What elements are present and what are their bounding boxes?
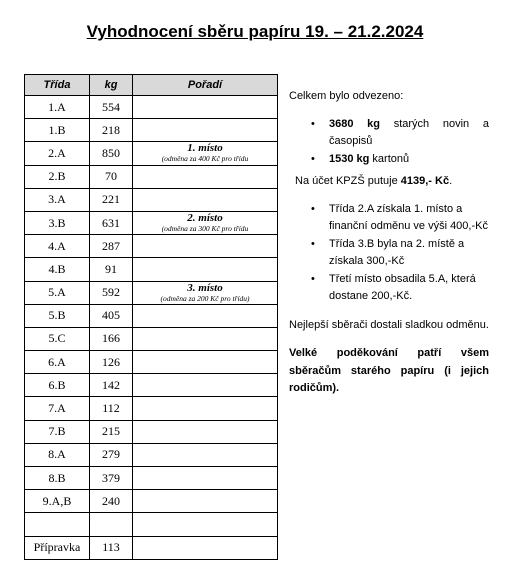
- kg-cell: 166: [90, 327, 133, 350]
- amount-value: 1530 kg: [329, 152, 370, 165]
- table-row: [25, 142, 278, 165]
- kg-cell: 631: [90, 211, 133, 234]
- bullet-icon: •: [311, 117, 315, 130]
- rank-cell: [133, 142, 278, 165]
- table-row: [25, 443, 278, 466]
- kg-cell: 126: [90, 351, 133, 374]
- kg-cell: 70: [90, 165, 133, 188]
- class-cell: 6.B: [25, 374, 90, 397]
- reward-note: (odměna za 300 Kč pro třídu: [161, 224, 249, 234]
- class-cell: 4.B: [25, 258, 90, 281]
- rank-cell: [133, 235, 278, 258]
- rank-cell: [133, 258, 278, 281]
- results-table: [24, 74, 278, 560]
- list-item: [289, 116, 489, 151]
- empty-cell: [25, 513, 90, 536]
- kg-cell: 113: [90, 536, 133, 559]
- table-row: [25, 281, 278, 304]
- table-row: [25, 420, 278, 443]
- result-text: Třída 3.B byla na 2. místě a získala 300,-Kč: [329, 237, 465, 267]
- amount-text: starých novin a časopisů: [329, 117, 489, 147]
- kg-cell: 405: [90, 304, 133, 327]
- empty-cell: [90, 513, 133, 536]
- kg-cell: 554: [90, 96, 133, 119]
- table-row: [25, 536, 278, 559]
- kg-cell: 218: [90, 119, 133, 142]
- table-row: [25, 96, 278, 119]
- table-row: [25, 351, 278, 374]
- result-text: Třetí místo obsadila 5.A, která dostane 200,-Kč.: [329, 272, 476, 302]
- list-item: [289, 271, 489, 306]
- table-row: [25, 258, 278, 281]
- class-cell: 5.A: [25, 281, 90, 304]
- table-row: [25, 211, 278, 234]
- bullet-icon: •: [311, 202, 315, 215]
- best-collectors-text: Nejlepší sběrači dostali sladkou odměnu.: [289, 318, 489, 331]
- amount-text: kartonů: [369, 152, 410, 165]
- rank-cell: [133, 211, 278, 234]
- class-cell: 6.A: [25, 351, 90, 374]
- class-cell: 3.B: [25, 211, 90, 234]
- rank-cell: [133, 420, 278, 443]
- class-cell: 3.A: [25, 188, 90, 211]
- class-cell: 8.A: [25, 443, 90, 466]
- summary-intro: Celkem bylo odvezeno:: [289, 90, 404, 102]
- list-item: [289, 151, 489, 169]
- amount-value: 3680 kg: [329, 117, 381, 130]
- amounts-list: [289, 116, 489, 169]
- rank-cell: [133, 119, 278, 142]
- kg-cell: 279: [90, 443, 133, 466]
- table-row: [25, 235, 278, 258]
- thanks-text: Velké poděkování patří všem sběračům starého papíru (i jejich rodičům).: [289, 347, 489, 394]
- header-kg: kg: [90, 75, 133, 96]
- page-title: Vyhodnocení sběru papíru 19. – 21.2.2024: [86, 22, 424, 41]
- rank-cell: [133, 374, 278, 397]
- account-post: .: [449, 175, 453, 187]
- header-rank: Pořadí: [133, 75, 278, 96]
- account-pre: Na účet KPZŠ putuje: [295, 175, 401, 187]
- class-cell: 2.A: [25, 142, 90, 165]
- class-cell: 9.A,B: [25, 490, 90, 513]
- class-cell: 5.C: [25, 327, 90, 350]
- summary-panel: [289, 88, 489, 398]
- bullet-icon: •: [311, 237, 315, 250]
- table-header-row: [25, 75, 278, 96]
- rank-cell: [133, 165, 278, 188]
- kg-cell: 850: [90, 142, 133, 165]
- list-item: [289, 236, 489, 271]
- class-cell: 2.B: [25, 165, 90, 188]
- rank-cell: [133, 490, 278, 513]
- rank-cell: [133, 327, 278, 350]
- rank-cell: [133, 351, 278, 374]
- reward-note: (odměna za 200 Kč pro třídu): [160, 293, 250, 303]
- rank-cell: [133, 397, 278, 420]
- table-row: [25, 119, 278, 142]
- place-label: 3. místo: [187, 281, 223, 294]
- header-class: Třída: [25, 75, 90, 96]
- results-list: [289, 201, 489, 306]
- kg-cell: 287: [90, 235, 133, 258]
- rank-cell: [133, 443, 278, 466]
- class-cell: 8.B: [25, 467, 90, 490]
- bullet-icon: •: [311, 152, 315, 165]
- table-row: [25, 165, 278, 188]
- kg-cell: 240: [90, 490, 133, 513]
- place-label: 1. místo: [187, 142, 223, 155]
- rank-cell: [133, 281, 278, 304]
- reward-note: (odměna za 400 Kč pro třídu: [161, 154, 249, 164]
- class-cell: 1.A: [25, 96, 90, 119]
- kg-cell: 221: [90, 188, 133, 211]
- table-row: [25, 327, 278, 350]
- class-cell: 4.A: [25, 235, 90, 258]
- list-item: [289, 201, 489, 236]
- account-amount: 4139,- Kč: [400, 175, 450, 187]
- class-cell: 7.A: [25, 397, 90, 420]
- kg-cell: 142: [90, 374, 133, 397]
- kg-cell: 91: [90, 258, 133, 281]
- account-line: [289, 173, 489, 191]
- table-row: [25, 490, 278, 513]
- kg-cell: 112: [90, 397, 133, 420]
- table-row: [25, 188, 278, 211]
- class-cell: 7.B: [25, 420, 90, 443]
- table-row: [25, 397, 278, 420]
- result-text: Třída 2.A získala 1. místo a finanční odměnu ve výši 400,-Kč: [329, 202, 488, 232]
- class-cell: 1.B: [25, 119, 90, 142]
- kg-cell: 592: [90, 281, 133, 304]
- rank-cell: [133, 467, 278, 490]
- rank-cell: [133, 304, 278, 327]
- empty-cell: [133, 513, 278, 536]
- rank-cell: [133, 96, 278, 119]
- class-cell: 5.B: [25, 304, 90, 327]
- kg-cell: 215: [90, 420, 133, 443]
- kg-cell: 379: [90, 467, 133, 490]
- rank-cell: [133, 188, 278, 211]
- table-row-empty: [25, 513, 278, 536]
- table-row: [25, 467, 278, 490]
- table-row: [25, 374, 278, 397]
- rank-cell: [133, 536, 278, 559]
- bullet-icon: •: [311, 272, 315, 285]
- table-row: [25, 304, 278, 327]
- place-label: 2. místo: [187, 212, 223, 225]
- class-cell: Přípravka: [25, 536, 90, 559]
